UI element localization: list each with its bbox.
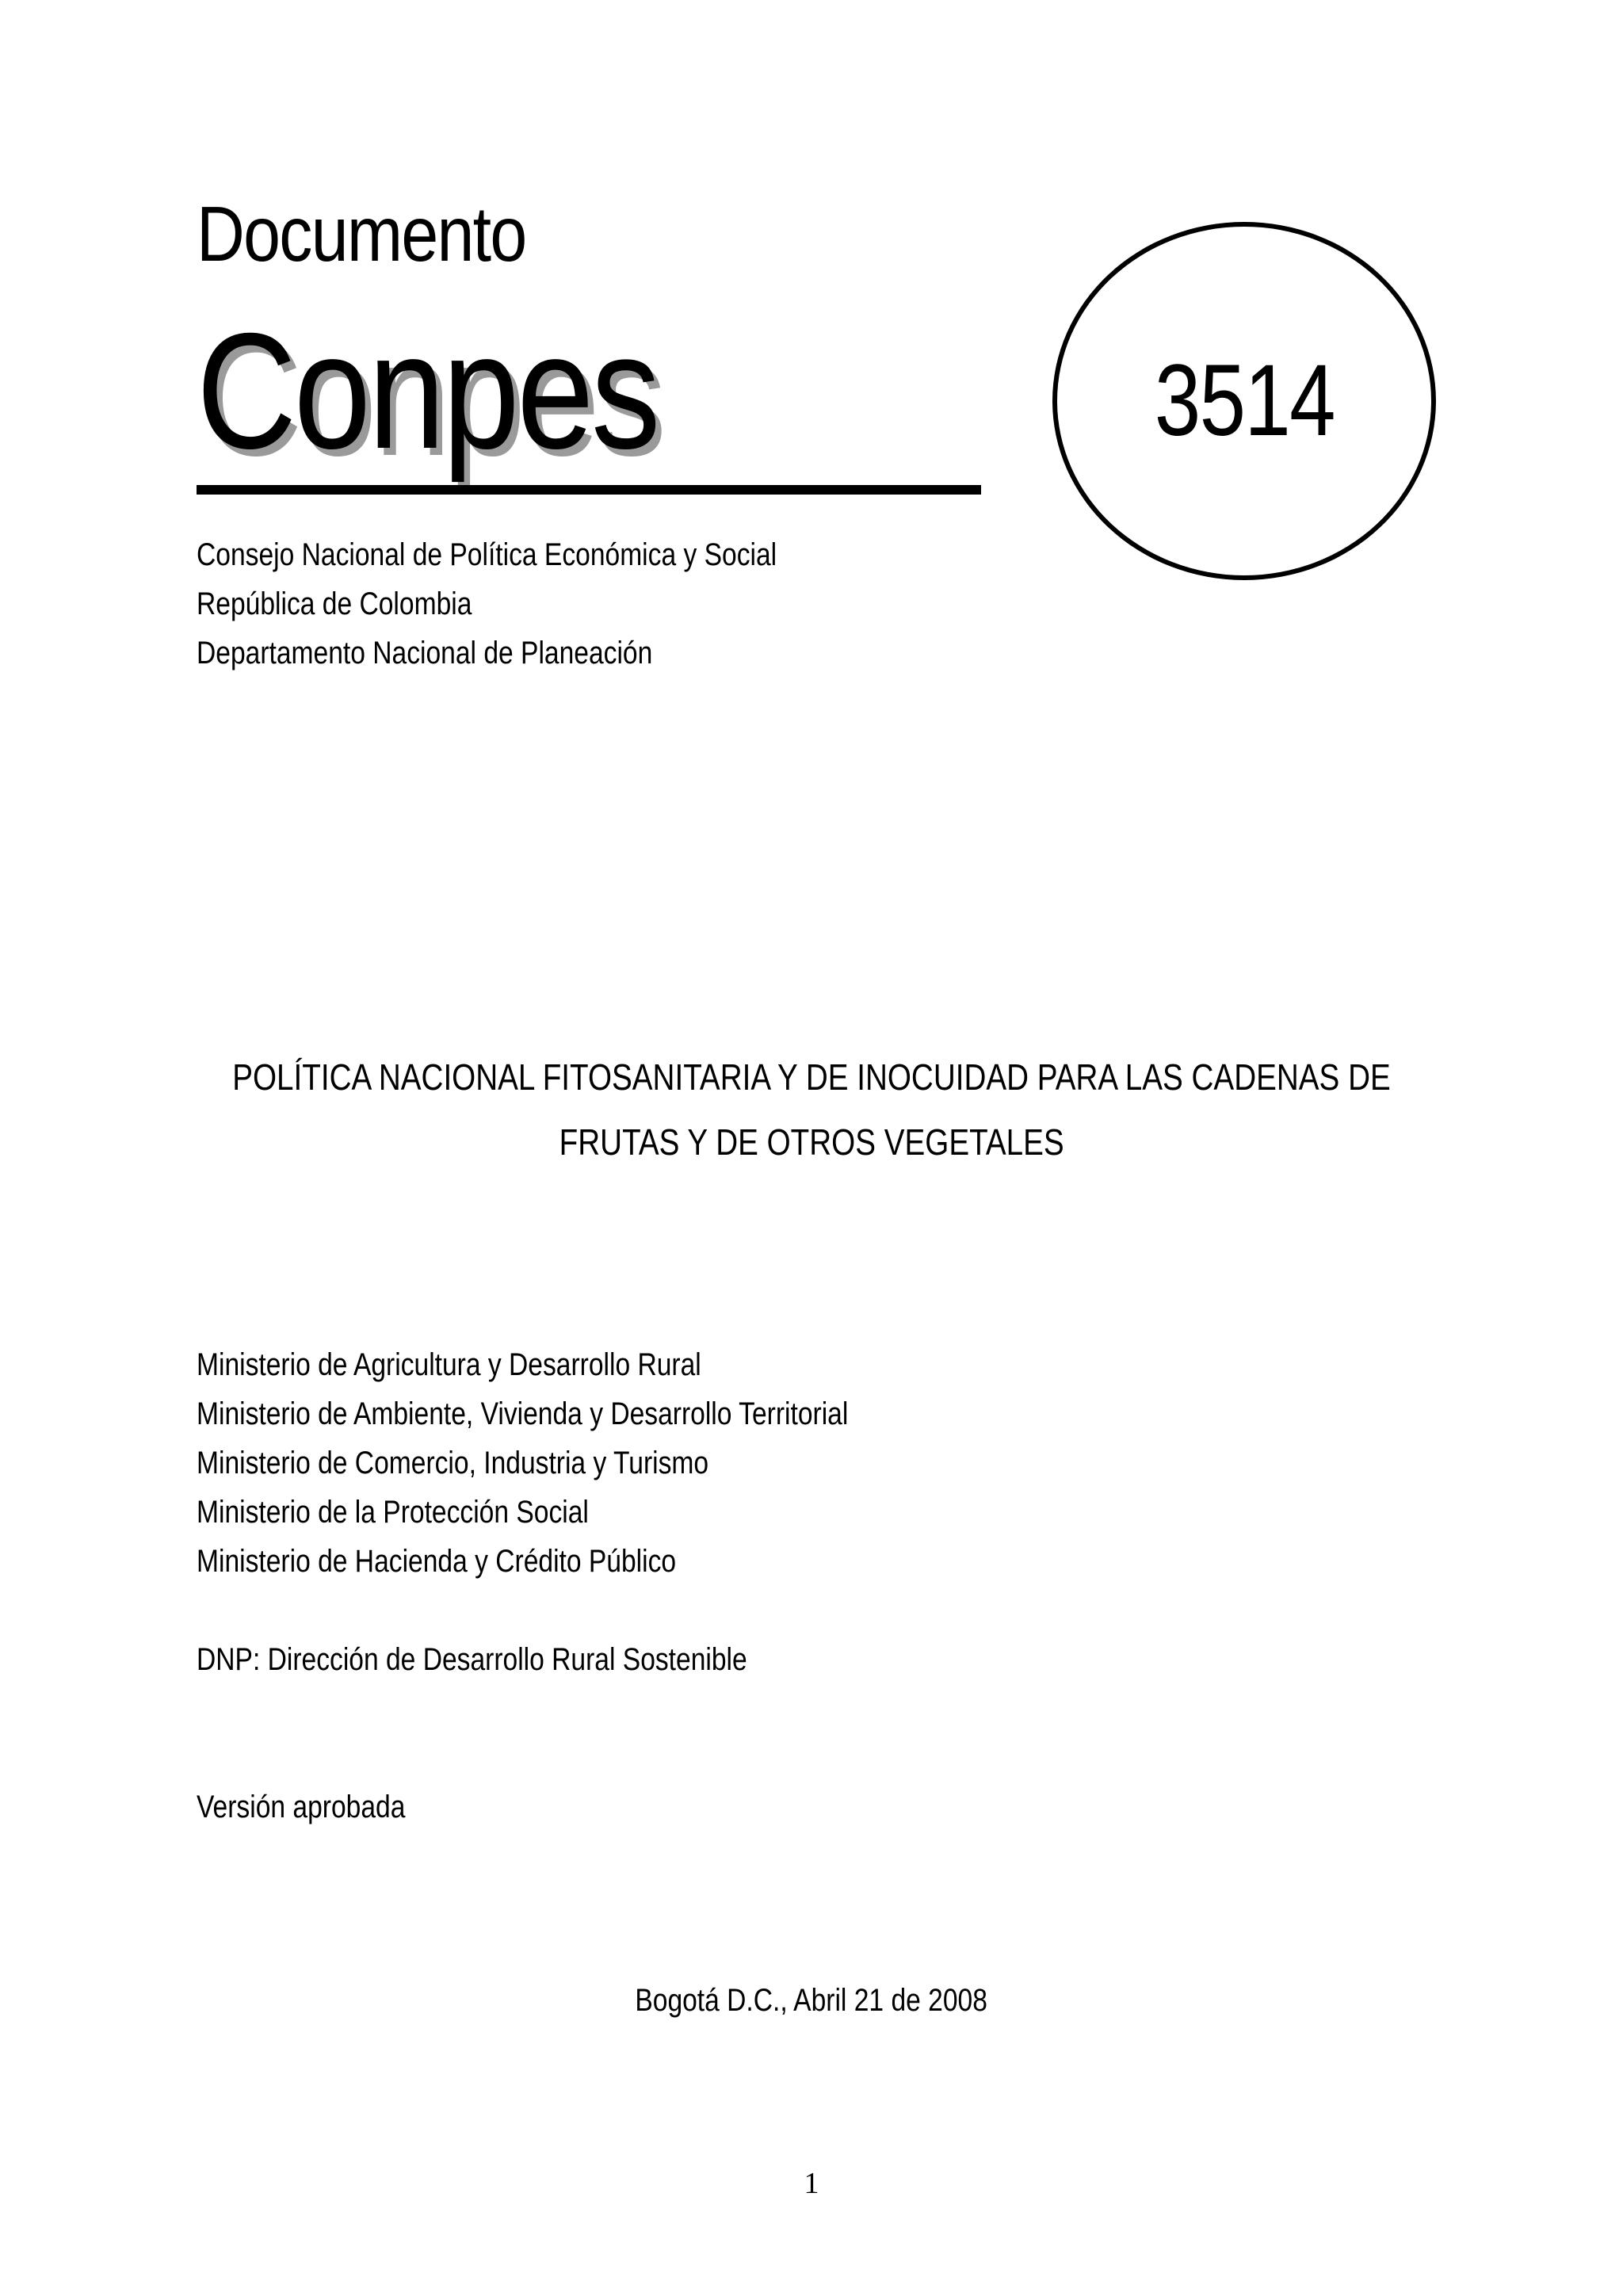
series-name: Conpes xyxy=(197,300,659,483)
ministry-commerce: Ministerio de Comercio, Industria y Turismo xyxy=(197,1446,709,1480)
policy-title-line-2: FRUTAS Y DE OTROS VEGETALES xyxy=(559,1121,1064,1163)
dnp-office: DNP: Dirección de Desarrollo Rural Sostenible xyxy=(197,1642,747,1677)
ministry-finance: Ministerio de Hacienda y Crédito Público xyxy=(197,1544,677,1579)
document-number: 3514 xyxy=(1154,344,1335,457)
place-date: Bogotá D.C., Abril 21 de 2008 xyxy=(635,1983,988,2018)
document-label: Documento xyxy=(197,190,526,277)
page-number: 1 xyxy=(804,2167,819,2200)
ministry-social-protection: Ministerio de la Protección Social xyxy=(197,1495,589,1530)
version-status: Versión aprobada xyxy=(197,1790,406,1824)
document-number-circle xyxy=(1052,222,1436,580)
issuer-department: Departamento Nacional de Planeación xyxy=(197,636,653,670)
title-underline xyxy=(197,485,981,495)
policy-title-line-1: POLÍTICA NACIONAL FITOSANITARIA Y DE INOCUIDAD PARA LAS CADENAS DE xyxy=(232,1056,1391,1098)
ministry-environment: Ministerio de Ambiente, Vivienda y Desarrollo Territorial xyxy=(197,1396,849,1431)
issuer-republic: República de Colombia xyxy=(197,586,472,621)
issuer-council: Consejo Nacional de Política Económica y Social xyxy=(197,537,777,572)
ministry-agriculture: Ministerio de Agricultura y Desarrollo Rural xyxy=(197,1347,701,1382)
